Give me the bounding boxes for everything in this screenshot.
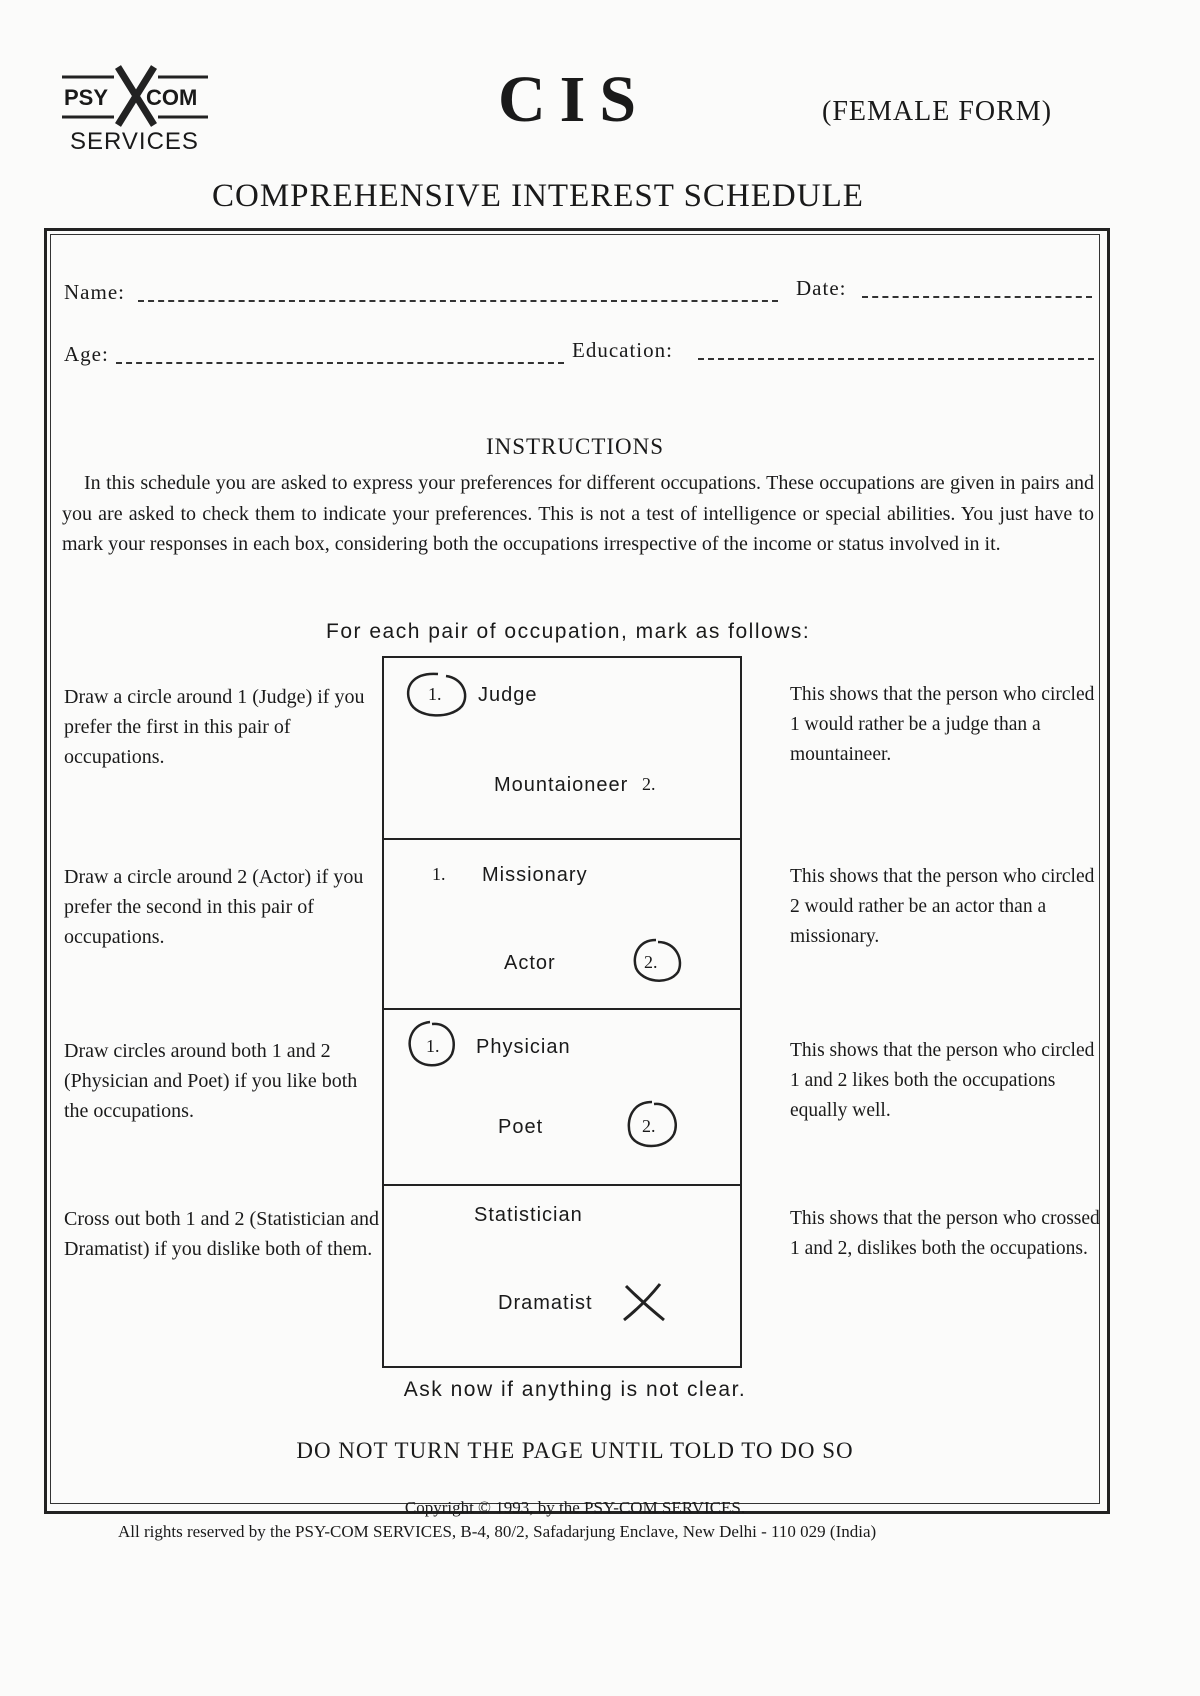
example-2-second-occupation: Actor <box>504 952 556 974</box>
example-1-circle-mark <box>402 670 472 722</box>
example-3-second-occupation: Poet <box>498 1116 544 1138</box>
grid-divider <box>382 1008 740 1010</box>
instructions-lead: For each pair of occupation, mark as follows: <box>326 620 811 643</box>
example-3-circle-mark <box>404 1018 458 1074</box>
example-2-first-occupation: Missionary <box>482 864 588 886</box>
rights-line: All rights reserved by the PSY-COM SERVICES, B-4, 80/2, Safadarjung Enclave, New Delhi - 110 029 (India) <box>118 1522 877 1541</box>
logo-psy-text: PSY <box>64 85 109 110</box>
instructions-text: In this schedule you are asked to express your preferences for different occupations. These occupations are given in pairs and you are asked to check them to indicate your preferences. This is not a test of intelligence or special abilities. You just have to mark your responses in each box, considering both the occupations irrespective of the income or status involved in it. <box>62 472 1094 555</box>
example-1-first-occupation: Judge <box>478 684 538 706</box>
example-2-circle-mark <box>628 936 684 988</box>
education-label: Education: <box>572 338 673 362</box>
logo-com-text: COM <box>146 85 198 110</box>
example-3-instruction: Draw circles around both 1 and 2 (Physician and Poet) if you like both the occupations. <box>64 1040 358 1122</box>
example-4-cross-mark <box>620 1280 668 1324</box>
example-3-second-number: 2. <box>642 1116 656 1136</box>
example-1-first-number: 1. <box>428 684 442 704</box>
grid-divider <box>382 1184 740 1186</box>
do-not-turn-warning: DO NOT TURN THE PAGE UNTIL TOLD TO DO SO <box>296 1438 854 1463</box>
example-1-second-number: 2. <box>642 774 656 794</box>
date-label: Date: <box>796 276 847 300</box>
example-3-explanation: This shows that the person who circled 1 and 2 likes both the occupations equally well. <box>790 1040 1095 1121</box>
instructions-title: INSTRUCTIONS <box>485 434 665 459</box>
date-field[interactable] <box>862 296 1092 298</box>
name-field[interactable] <box>138 300 778 302</box>
example-3-first-number: 1. <box>426 1036 440 1056</box>
instructions-body <box>62 468 1094 560</box>
example-1-explanation: This shows that the person who circled 1 would rather be a judge than a mountaineer. <box>790 684 1095 765</box>
grid-divider <box>382 838 740 840</box>
example-3-circle-mark-2 <box>622 1098 680 1154</box>
age-field[interactable] <box>116 362 564 364</box>
ask-note: Ask now if anything is not clear. <box>403 1378 747 1401</box>
education-field[interactable] <box>698 358 1094 360</box>
psy-com-logo <box>62 60 212 160</box>
example-2-explanation: This shows that the person who circled 2 would rather be an actor than a missionary. <box>790 866 1095 947</box>
logo-services-text: SERVICES <box>70 128 199 155</box>
example-4-second-occupation: Dramatist <box>498 1292 593 1314</box>
example-1-instruction: Draw a circle around 1 (Judge) if you prefer the first in this pair of occupations. <box>64 686 365 768</box>
example-2-first-number: 1. <box>432 864 446 884</box>
example-3-first-occupation: Physician <box>476 1036 571 1058</box>
form-type: (FEMALE FORM) <box>822 96 1053 127</box>
example-4-explanation: This shows that the person who crossed 1 and 2, dislikes both the occupations. <box>790 1208 1100 1259</box>
name-label: Name: <box>64 280 125 304</box>
copyright-line: Copyright © 1993, by the PSY-COM SERVICES. <box>404 1498 746 1517</box>
example-2-second-number: 2. <box>644 952 658 972</box>
example-4-instruction: Cross out both 1 and 2 (Statistician and Dramatist) if you dislike both of them. <box>64 1208 379 1260</box>
form-acronym: CIS <box>498 63 651 136</box>
example-1-second-occupation: Mountaioneer <box>494 774 629 796</box>
example-2-instruction: Draw a circle around 2 (Actor) if you prefer the second in this pair of occupations. <box>64 866 364 948</box>
example-4-first-occupation: Statistician <box>474 1204 583 1226</box>
form-title: COMPREHENSIVE INTEREST SCHEDULE <box>212 178 864 214</box>
age-label: Age: <box>64 342 109 366</box>
example-grid <box>382 656 742 1368</box>
